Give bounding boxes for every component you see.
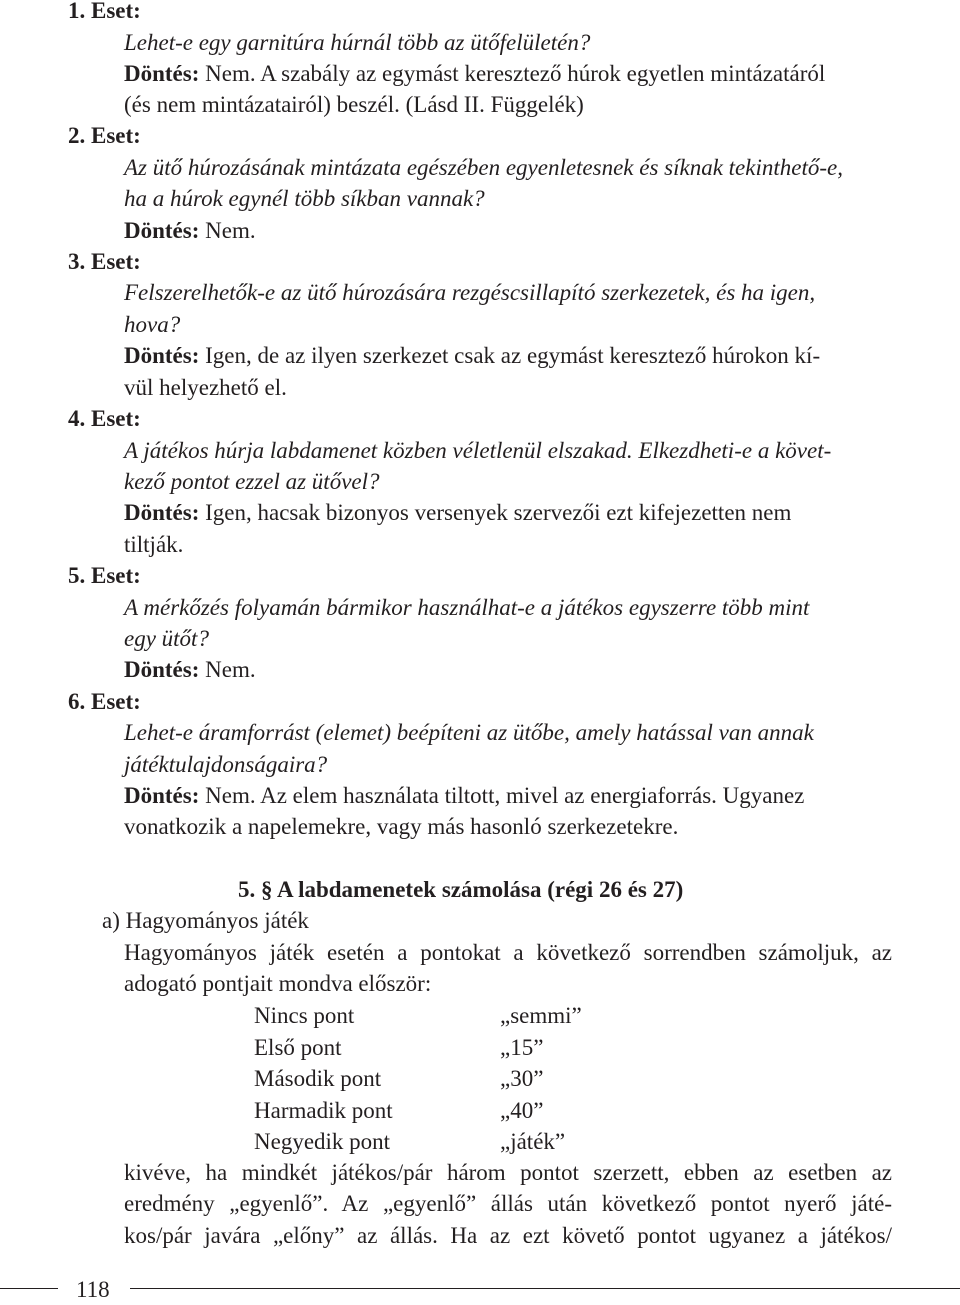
- score-row: [254, 1063, 754, 1095]
- case-2-question-line-2: ha a húrok egynél több síkban vannak?: [124, 186, 485, 211]
- case-5-header: 5. Eset:: [68, 563, 141, 588]
- score-row: [254, 1126, 754, 1158]
- decision-text: Igen, hacsak bizonyos versenyek szervezői ezt kifejezetten nem: [199, 500, 792, 525]
- section-heading: 5. § A labdamenetek számolása (régi 26 és 27): [238, 877, 684, 902]
- score-row: [254, 1000, 754, 1032]
- score-name: Nincs pont: [254, 1003, 355, 1028]
- decision-text: Igen, de az ilyen szerkezet csak az egymást keresztező húrokon kí-: [199, 343, 821, 368]
- decision-label: Döntés:: [124, 783, 200, 808]
- score-name: Első pont: [254, 1034, 342, 1060]
- score-call: „40”: [500, 1097, 544, 1123]
- case-1-question-line-1: Lehet-e egy garnitúra húrnál több az ütőfelületén?: [124, 30, 591, 55]
- decision-text: Nem.: [199, 218, 256, 243]
- decision-label: Döntés:: [124, 343, 200, 368]
- page-number: 118: [76, 1277, 110, 1302]
- score-name: Harmadik pont: [254, 1097, 393, 1123]
- case-6-decision-line-1: [124, 780, 804, 811]
- case-3-decision-line-2: vül helyezhető el.: [124, 375, 287, 400]
- case-6-header: 6. Eset:: [68, 689, 141, 714]
- case-4-question-line-1: A játékos húrja labdamenet közben véletlenül elszakad. Elkezdheti-e a követ-: [124, 438, 832, 463]
- footer-rule-right: [130, 1288, 960, 1289]
- score-name: Negyedik pont: [254, 1129, 391, 1154]
- section-subheading: a) Hagyományos játék: [102, 908, 309, 933]
- score-row: [254, 1095, 754, 1127]
- decision-label: Döntés:: [124, 657, 200, 682]
- decision-label: Döntés:: [124, 218, 200, 243]
- case-4-decision-line-2: tiltják.: [124, 532, 184, 557]
- section-after-line-2: eredmény „egyenlő”. Az „egyenlő” állás után következő pontot nyerő játé-: [124, 1191, 892, 1216]
- section-intro-line-2: adogató pontjait mondva először:: [124, 971, 432, 996]
- case-2-header: 2. Eset:: [68, 123, 141, 148]
- case-5-question-line-1: A mérkőzés folyamán bármikor használhat-e a játékos egyszerre több mint: [124, 595, 810, 620]
- score-call: „játék”: [500, 1129, 566, 1154]
- score-call: „semmi”: [500, 1003, 582, 1028]
- score-row: [254, 1032, 754, 1064]
- section-intro-line-1: Hagyományos játék esetén a pontokat a következő sorrendben számoljuk, az: [124, 940, 892, 965]
- case-2-decision-line-1: [124, 215, 256, 246]
- decision-label: Döntés:: [124, 500, 200, 525]
- case-1-header: 1. Eset:: [68, 0, 141, 23]
- section-after-line-3: kos/pár javára „előny” az állás. Ha az ezt követő pontot ugyanez a játékos/: [124, 1223, 892, 1248]
- case-3-header: 3. Eset:: [68, 249, 141, 274]
- case-5-decision-line-1: [124, 654, 256, 685]
- decision-text: Nem. Az elem használata tiltott, mivel az energiaforrás. Ugyanez: [199, 783, 805, 808]
- case-1-decision-line-1: [124, 58, 825, 89]
- case-6-question-line-1: Lehet-e áramforrást (elemet) beépíteni az ütőbe, amely hatással van annak: [124, 720, 814, 745]
- case-4-decision-line-1: [124, 497, 791, 528]
- score-call: „30”: [500, 1066, 544, 1091]
- score-call: „15”: [500, 1034, 544, 1060]
- case-6-decision-line-2: vonatkozik a napelemekre, vagy más hasonló szerkezetekre.: [124, 814, 679, 839]
- case-4-header: 4. Eset:: [68, 406, 141, 431]
- score-name: Második pont: [254, 1066, 382, 1091]
- case-3-question-line-1: Felszerelhetők-e az ütő húrozására rezgéscsillapító szerkezetek, és ha igen,: [124, 280, 816, 305]
- section-after-line-1: kivéve, ha mindkét játékos/pár három pontot szerzett, ebben az esetben az: [124, 1160, 892, 1185]
- case-3-question-line-2: hova?: [124, 312, 181, 337]
- case-2-question-line-1: Az ütő húrozásának mintázata egészében egyenletesnek és síknak tekinthető-e,: [124, 155, 843, 180]
- case-3-decision-line-1: [124, 340, 820, 371]
- case-6-question-line-2: játéktulajdonságaira?: [124, 752, 328, 777]
- case-5-question-line-2: egy ütőt?: [124, 626, 209, 651]
- decision-text: Nem.: [199, 657, 256, 682]
- case-4-question-line-2: kező pontot ezzel az ütővel?: [124, 469, 380, 494]
- score-table: [254, 1000, 754, 1158]
- case-1-decision-line-2: (és nem mintázatairól) beszél. (Lásd II. Függelék): [124, 92, 584, 117]
- decision-text: Nem. A szabály az egymást keresztező húrok egyetlen mintázatáról: [199, 61, 826, 86]
- decision-label: Döntés:: [124, 61, 200, 86]
- footer-rule-left: [0, 1288, 58, 1289]
